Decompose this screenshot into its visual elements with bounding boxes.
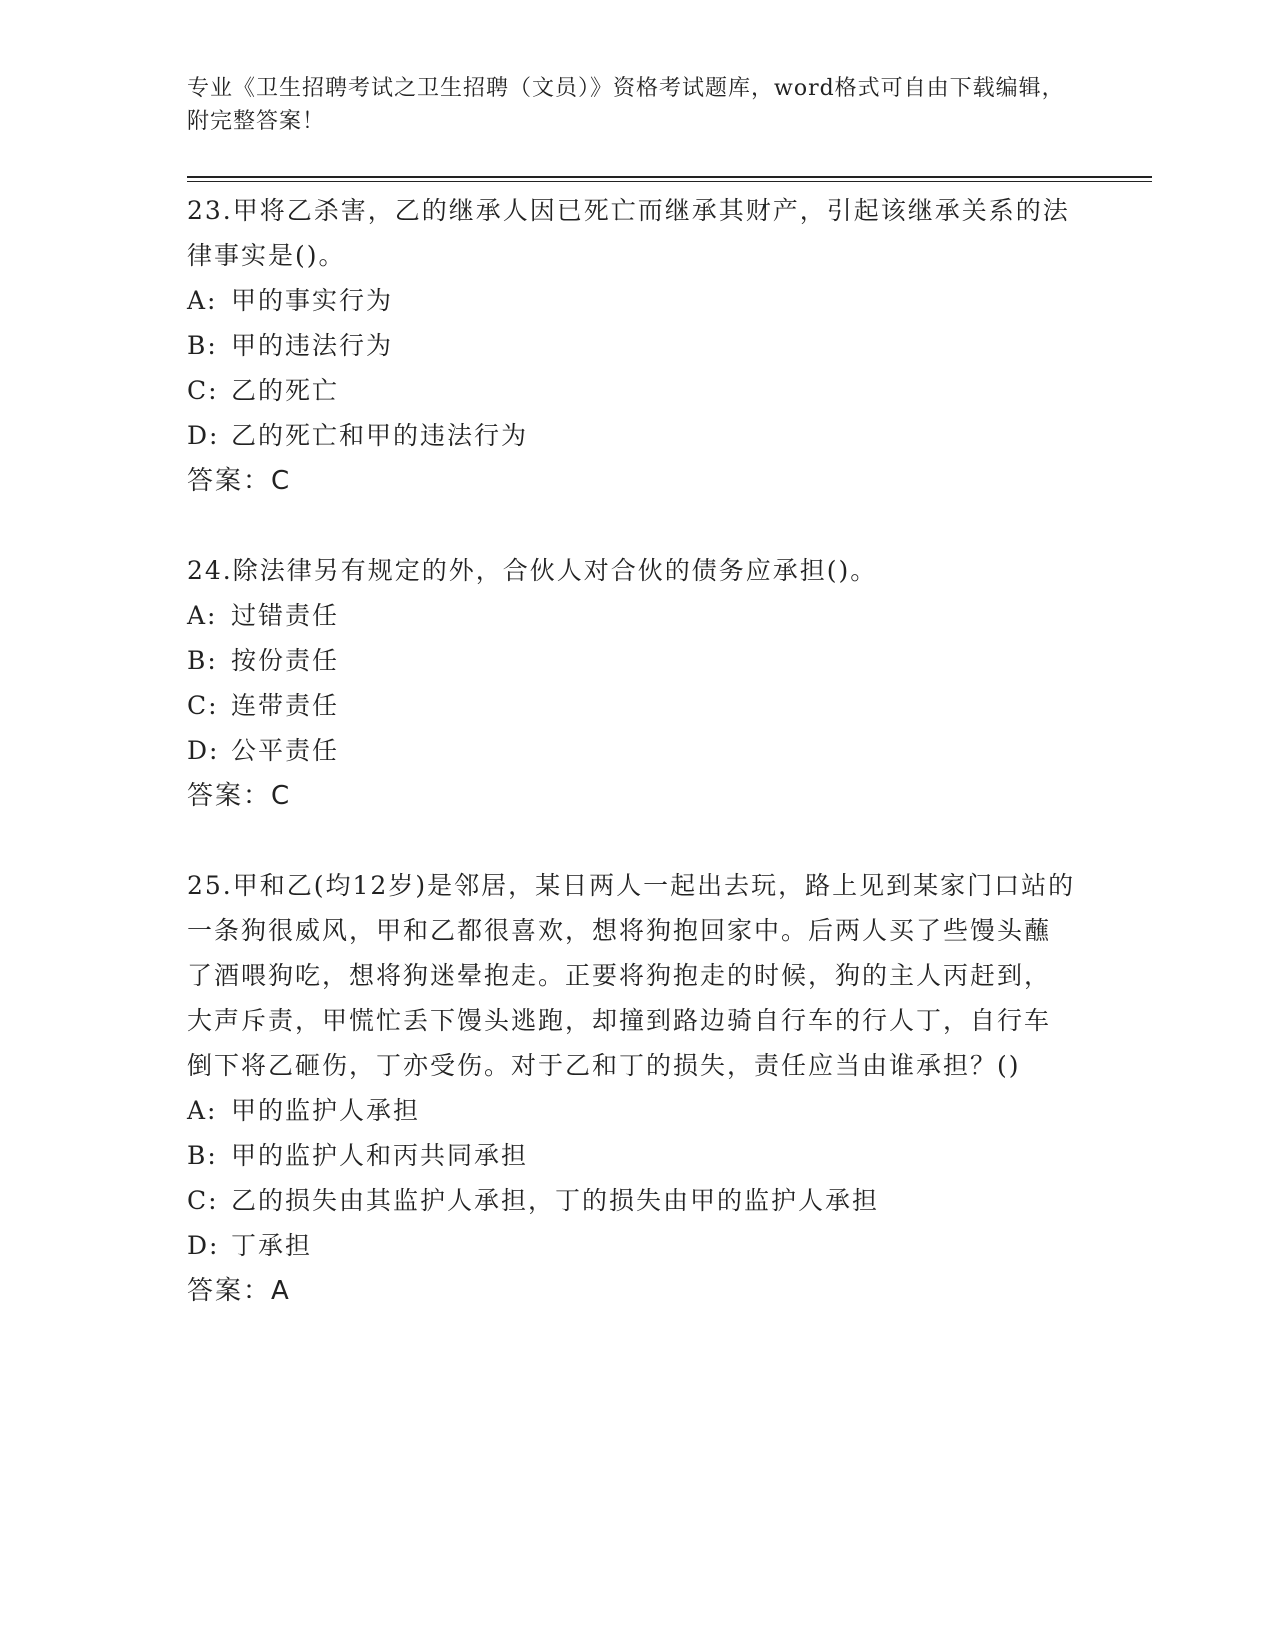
option-text: 乙的死亡和甲的违法行为	[231, 421, 529, 450]
option-text: 乙的死亡	[231, 376, 340, 405]
option-letter: A:	[187, 286, 218, 315]
question-24	[187, 548, 1077, 819]
option-letter: D:	[187, 1231, 220, 1260]
option-text: 乙的损失由其监护人承担，丁的损失由甲的监护人承担	[231, 1186, 880, 1215]
option-d	[187, 1223, 1077, 1268]
answer-line: 答案：C	[187, 466, 292, 496]
question-23	[187, 188, 1077, 504]
option-letter: D:	[187, 736, 220, 765]
option-text: 过错责任	[231, 601, 340, 630]
option-text: 丁承担	[231, 1231, 313, 1260]
question-stem: 23.甲将乙杀害，乙的继承人因已死亡而继承其财产，引起该继承关系的法律事实是()。	[187, 196, 1070, 270]
option-letter: B:	[187, 1141, 218, 1170]
option-text: 连带责任	[231, 691, 340, 720]
option-letter: B:	[187, 646, 218, 675]
option-letter: A:	[187, 601, 218, 630]
page-header: 专业《卫生招聘考试之卫生招聘（文员）》资格考试题库，word格式可自由下载编辑，附完整答案！	[187, 76, 1065, 134]
question-25	[187, 863, 1077, 1314]
option-a	[187, 1088, 1077, 1133]
option-text: 甲的监护人和丙共同承担	[231, 1141, 529, 1170]
option-d	[187, 413, 1077, 458]
option-b	[187, 638, 1077, 683]
option-text: 公平责任	[231, 736, 340, 765]
option-letter: A:	[187, 1096, 218, 1125]
option-a	[187, 593, 1077, 638]
option-letter: C:	[187, 1186, 219, 1215]
option-text: 甲的事实行为	[231, 286, 394, 315]
option-letter: B:	[187, 331, 218, 360]
header-divider-thin	[187, 181, 1152, 182]
option-text: 甲的监护人承担	[231, 1096, 421, 1125]
option-text: 甲的违法行为	[231, 331, 394, 360]
option-c	[187, 368, 1077, 413]
option-d	[187, 728, 1077, 773]
option-b	[187, 323, 1077, 368]
option-a	[187, 278, 1077, 323]
option-letter: C:	[187, 691, 219, 720]
header-divider-thick	[187, 176, 1152, 178]
answer-line: 答案：A	[187, 1276, 291, 1306]
question-stem: 25.甲和乙(均12岁)是邻居，某日两人一起出去玩，路上见到某家门口站的一条狗很威风，甲和乙都很喜欢，想将狗抱回家中。后两人买了些馒头蘸了酒喂狗吃，想将狗迷晕抱走。正要将狗抱走的时候，狗的主人丙赶到，大声斥责，甲慌忙丢下馒头逃跑，却撞到路边骑自行车的行人丁，自行车倒下将乙砸伤，丁亦受伤。对于乙和丁的损失，责任应当由谁承担？()	[187, 871, 1076, 1080]
option-c	[187, 1178, 1077, 1223]
option-letter: D:	[187, 421, 220, 450]
option-letter: C:	[187, 376, 219, 405]
question-list	[187, 188, 1077, 1358]
option-c	[187, 683, 1077, 728]
answer-line: 答案：C	[187, 781, 292, 811]
question-stem: 24.除法律另有规定的外，合伙人对合伙的债务应承担()。	[187, 556, 878, 585]
option-b	[187, 1133, 1077, 1178]
option-text: 按份责任	[231, 646, 340, 675]
